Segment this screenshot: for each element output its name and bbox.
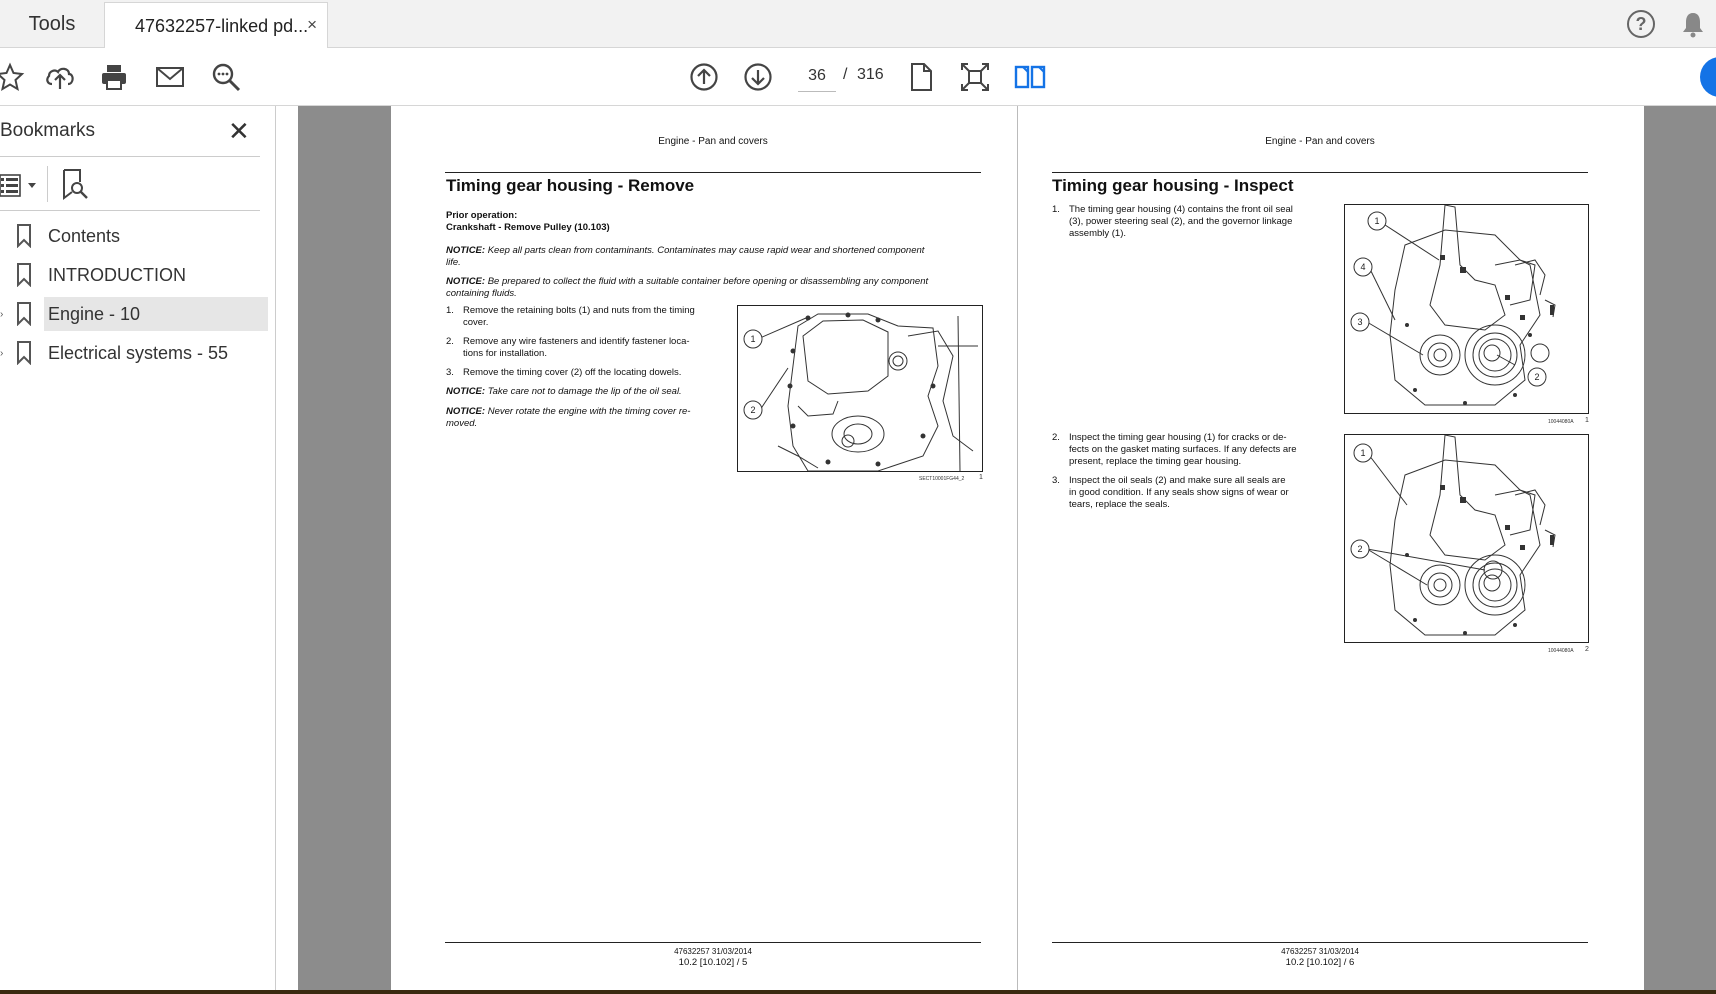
zoom-icon[interactable]	[208, 59, 244, 95]
figure-number: 1	[979, 474, 983, 481]
page-separator: /	[843, 66, 848, 83]
step-number: 1.	[1052, 204, 1060, 215]
step-text: Remove the retaining bolts (1) and nuts from the timing	[463, 305, 695, 316]
step-text-cont: in good condition. If any seals show signs of wear or	[1069, 487, 1289, 498]
header-rule	[1052, 172, 1588, 173]
upload-icon[interactable]	[42, 59, 78, 95]
step-text: Remove any wire fasteners and identify fastener loca-	[463, 336, 690, 347]
step-text-cont: fects on the gasket mating surfaces. If any defects are	[1069, 444, 1297, 455]
step-text: Inspect the oil seals (2) and make sure all seals are	[1069, 475, 1286, 486]
header-rule	[445, 172, 981, 173]
notice-contaminants	[446, 245, 986, 269]
tab-tools-label: Tools	[28, 12, 76, 35]
step-number: 1.	[446, 305, 454, 316]
footer-doc-date: 47632257 31/03/2014	[1281, 947, 1359, 956]
step-number: 3.	[446, 367, 454, 378]
toolbar	[0, 48, 1716, 106]
bookmark-label: INTRODUCTION	[48, 264, 186, 285]
bookmarks-title: Bookmarks	[0, 120, 96, 141]
notice-label: NOTICE:	[446, 386, 486, 397]
print-icon[interactable]	[96, 59, 132, 95]
timing-gear-housing-illustration	[1345, 205, 1589, 414]
page-total: 316	[857, 66, 884, 83]
callout-label: 1	[1374, 216, 1380, 226]
expand-arrow-icon[interactable]: ›	[0, 347, 4, 359]
step-1	[1052, 204, 1324, 242]
step-text-cont: cover.	[463, 317, 489, 328]
figure-id: SECT10001FG44_2	[919, 476, 965, 482]
figure-number: 2	[1585, 646, 1589, 653]
page-number-input[interactable]	[798, 60, 836, 92]
prior-operation-label: Prior operation:	[446, 210, 518, 221]
step-text-cont: tears, replace the seals.	[1069, 499, 1170, 510]
step-text-cont: (3), power steering seal (2), and the governor linkage	[1069, 216, 1293, 227]
bookmarks-panel	[0, 106, 276, 990]
step-text: Remove the timing cover (2) off the locating dowels.	[463, 367, 682, 378]
notice-label: NOTICE:	[446, 406, 486, 417]
tab-close-icon[interactable]: ×	[307, 15, 317, 34]
figure-timing-cover	[737, 305, 983, 472]
two-page-icon[interactable]	[1012, 59, 1048, 95]
bookmark-electrical-systems[interactable]	[0, 336, 268, 370]
divider	[0, 156, 260, 157]
tab-bar	[0, 0, 1716, 48]
callout-label: 1	[1360, 448, 1366, 458]
footer-page-ref: 10.2 [10.102] / 5	[678, 957, 748, 968]
figure-number: 1	[1585, 417, 1589, 424]
footer-page-ref: 10.2 [10.102] / 6	[1285, 957, 1355, 968]
divider	[47, 166, 48, 202]
step-text: Inspect the timing gear housing (1) for cracks or de-	[1069, 432, 1287, 443]
mail-icon[interactable]	[152, 59, 188, 95]
callout-label: 4	[1360, 262, 1366, 272]
page-header: Engine - Pan and covers	[658, 136, 768, 147]
bookmark-icon	[16, 341, 32, 365]
expand-arrow-icon[interactable]: ›	[0, 308, 4, 320]
figure-id: 10044080A	[1548, 648, 1574, 654]
figure-housing-overview	[1344, 204, 1589, 414]
next-page-icon[interactable]	[740, 59, 776, 95]
single-page-icon[interactable]	[903, 59, 939, 95]
notice-oil-seal	[446, 386, 726, 398]
notice-label: NOTICE:	[446, 245, 486, 256]
page-left	[391, 106, 1017, 990]
notice-label: NOTICE:	[446, 276, 486, 287]
step-number: 2.	[1052, 432, 1060, 443]
page-footer	[1052, 946, 1588, 968]
notice-text-cont: containing fluids.	[446, 288, 517, 299]
close-icon[interactable]: ✕	[228, 116, 250, 146]
notice-fluid	[446, 276, 986, 300]
page-footer	[445, 946, 981, 968]
tab-tools[interactable]	[0, 0, 104, 48]
callout-label: 2	[750, 405, 756, 415]
footer-doc-date: 47632257 31/03/2014	[674, 947, 752, 956]
timing-gear-seals-illustration	[1345, 435, 1589, 643]
notice-text: Never rotate the engine with the timing cover re-	[485, 406, 691, 417]
callout-label: 2	[1357, 544, 1363, 554]
step-text: The timing gear housing (4) contains the front oil seal	[1069, 204, 1293, 215]
step-1	[446, 305, 726, 331]
notice-text: Keep all parts clean from contaminants. Contaminates may cause rapid wear and shortened component	[485, 245, 925, 256]
step-3	[446, 367, 726, 381]
prev-page-icon[interactable]	[686, 59, 722, 95]
figure-housing-seals	[1344, 434, 1589, 643]
notice-text: Be prepared to collect the fluid with a suitable container before opening or disassembling any component	[485, 276, 929, 287]
bookmark-contents[interactable]	[0, 219, 268, 253]
find-bookmark-icon[interactable]	[60, 168, 90, 202]
help-icon[interactable]: ?	[1627, 10, 1655, 38]
bookmark-label: Engine - 10	[44, 297, 268, 331]
timing-cover-illustration	[738, 306, 983, 472]
page-divider	[1017, 106, 1018, 990]
tab-document[interactable]	[104, 2, 328, 49]
section-title: Timing gear housing - Inspect	[1052, 176, 1294, 195]
page-gutter	[1644, 106, 1716, 990]
bookmark-icon	[16, 224, 32, 248]
page-gutter	[298, 106, 391, 990]
notice-text: Take care not to damage the lip of the oil seal.	[485, 386, 682, 397]
step-text-cont: assembly (1).	[1069, 228, 1127, 239]
callout-label: 1	[750, 334, 756, 344]
divider	[0, 210, 260, 211]
step-2	[446, 336, 726, 362]
prior-operation-value: Crankshaft - Remove Pulley (10.103)	[446, 222, 610, 233]
bookmark-label: Electrical systems - 55	[48, 342, 229, 363]
taskbar-edge	[0, 990, 1716, 994]
step-2	[1052, 432, 1324, 470]
bell-icon[interactable]	[1680, 10, 1706, 38]
bookmark-engine[interactable]	[0, 297, 268, 331]
notice-rotate-engine	[446, 406, 726, 430]
tab-document-label: 47632257-linked pd...	[135, 15, 309, 36]
star-icon[interactable]	[0, 59, 28, 95]
footer-rule	[445, 942, 981, 943]
step-number: 3.	[1052, 475, 1060, 486]
bookmark-options-icon[interactable]	[0, 170, 40, 200]
callout-label: 2	[1534, 372, 1540, 382]
fit-page-icon[interactable]	[957, 59, 993, 95]
bookmark-icon	[16, 302, 32, 326]
step-text-cont: present, replace the timing gear housing.	[1069, 456, 1242, 467]
page-header: Engine - Pan and covers	[1265, 136, 1375, 147]
section-title: Timing gear housing - Remove	[446, 176, 695, 195]
step-number: 2.	[446, 336, 454, 347]
notice-text-cont: moved.	[446, 418, 478, 429]
bookmark-introduction[interactable]	[0, 258, 268, 292]
bookmark-label: Contents	[48, 225, 121, 246]
step-text-cont: tions for installation.	[463, 348, 547, 359]
bookmark-icon	[16, 263, 32, 287]
callout-label: 3	[1357, 317, 1363, 327]
footer-rule	[1052, 942, 1588, 943]
figure-id: 10044080A	[1548, 419, 1574, 425]
step-3	[1052, 475, 1324, 513]
notice-text-cont: life.	[446, 257, 461, 268]
